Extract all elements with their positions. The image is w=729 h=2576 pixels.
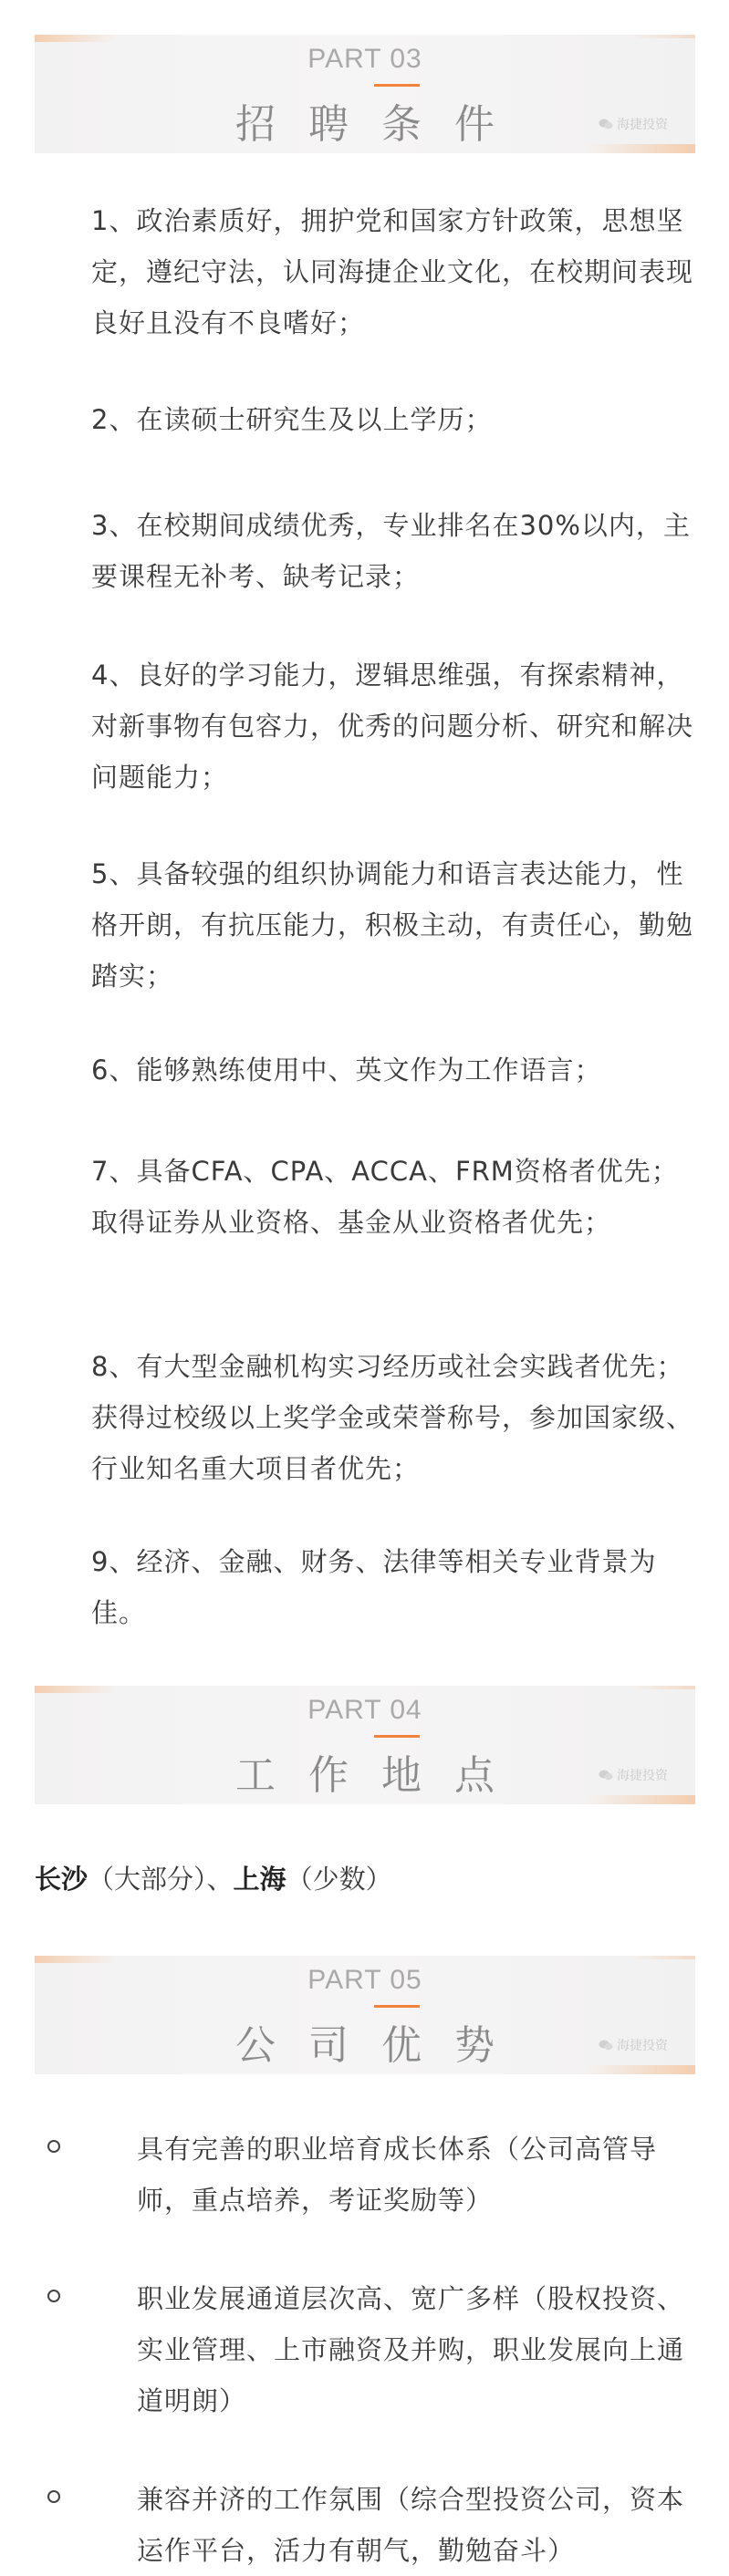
requirement-item: 9、经济、金融、财务、法律等相关专业背景为佳。 [91,1546,657,1628]
advantage-item: 具有完善的职业培育成长体系（公司高管导师，重点培养，考证奖励等） [137,2134,658,2216]
location-note: （大部分） [88,1864,207,1895]
banner-accent [35,1686,117,1693]
section-title: 工作地点 [235,1752,527,1799]
wechat-icon [599,2040,613,2051]
banner-accent [631,35,695,38]
requirement-item: 6、能够熟练使用中、英文作为工作语言； [91,1054,602,1085]
watermark-text: 海捷投资 [617,2039,668,2053]
bullet-icon [47,2490,60,2503]
watermark [599,1766,668,1784]
part-label: PART 03 [307,44,422,74]
divider [374,1735,420,1738]
bullet-icon [47,2140,60,2153]
banner-accent [35,35,117,42]
banner-accent [35,1956,117,1963]
location-note: （少数） [286,1864,392,1895]
watermark-text: 海捷投资 [617,118,668,132]
advantage-item: 职业发展通道层次高、宽广多样（股权投资、实业管理、上市融资及并购，职业发展向上通道明朗） [137,2283,685,2416]
advantage-item: 兼容并济的工作氛围（综合型投资公司，资本运作平台，活力有朝气，勤勉奋斗） [137,2484,685,2566]
location-separator: 、 [206,1864,234,1895]
section-banner-part03 [35,35,695,153]
requirement-item: 5、具备较强的组织协调能力和语言表达能力，性格开朗，有抗压能力，积极主动，有责任心，勤勉踏实； [91,858,694,992]
requirement-item: 4、良好的学习能力，逻辑思维强，有探索精神，对新事物有包容力，优秀的问题分析、研究和解决问题能力； [91,660,694,793]
requirement-item: 8、有大型金融机构实习经历或社会实践者优先；获得过校级以上奖学金或荣誉称号，参加国家级、行业知名重大项目者优先； [91,1351,694,1484]
watermark [599,115,668,133]
wechat-icon [599,1770,613,1781]
city-shanghai: 上海 [233,1864,286,1895]
section-banner-part04 [35,1686,695,1804]
requirement-item: 7、具备CFA、CPA、ACCA、FRM资格者优先；取得证券从业资格、基金从业资格者优先； [91,1156,679,1238]
section-banner-part05 [35,1956,695,2074]
bullet-icon [47,2290,60,2302]
banner-accent [631,1686,695,1689]
city-changsha: 长沙 [35,1864,89,1895]
work-location [35,1854,392,1905]
part-label: PART 05 [307,1965,422,1995]
divider [374,2005,420,2008]
watermark-text: 海捷投资 [617,1769,668,1783]
banner-accent [631,1956,695,1959]
requirement-item: 3、在校期间成绩优秀，专业排名在30%以内，主要课程无补考、缺考记录； [91,510,691,592]
requirement-item: 2、在读硕士研究生及以上学历； [91,404,493,435]
divider [374,84,420,87]
section-title: 公司优势 [235,2022,527,2069]
wechat-icon [599,119,613,130]
part-label: PART 04 [307,1695,422,1725]
watermark [599,2036,668,2054]
requirement-item: 1、政治素质好，拥护党和国家方针政策，思想坚定，遵纪守法，认同海捷企业文化，在校期间表现良好且没有不良嗜好； [91,205,694,338]
section-title: 招聘条件 [235,101,527,148]
